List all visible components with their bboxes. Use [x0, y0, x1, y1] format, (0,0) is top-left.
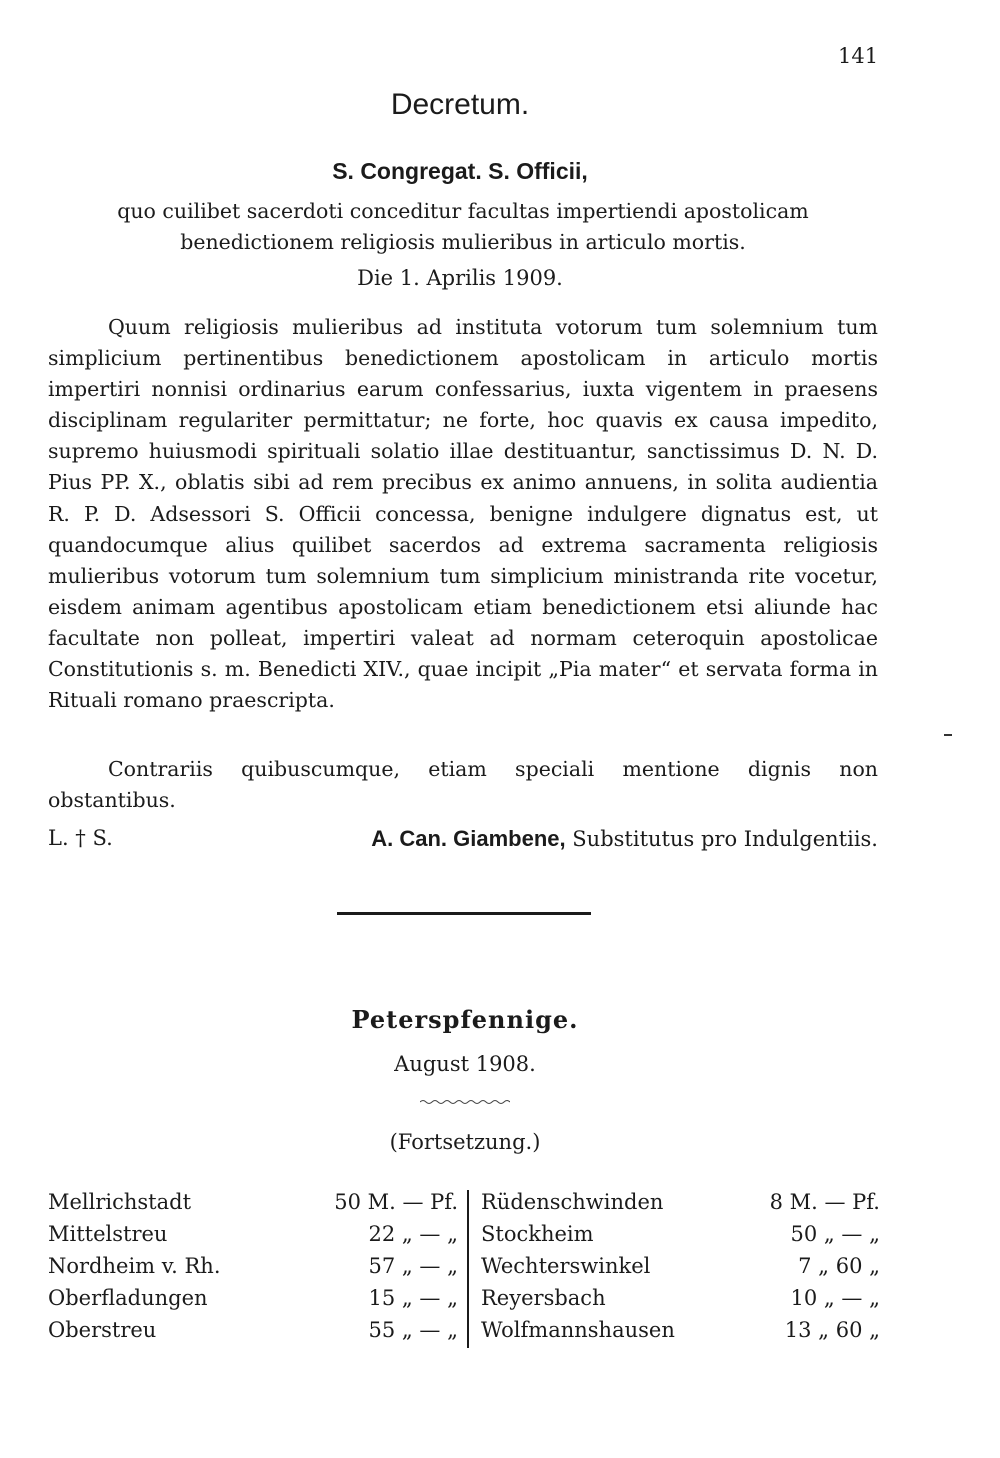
table-row	[48, 1218, 458, 1250]
decree-body: Quum religiosis mulieribus ad instituta votorum tum solemnium tum simplicium pertinentibus benedictionem apostolicam in articulo mortis impertiri nonnisi ordinarius earum confessarius, iuxta vigentem in praesens disciplinam regulariter permittatur; ne forte, hoc quavis ex causa impedito, supremo huiusmodi spirituali solatio illae destituantur, sanctissimus D. N. D. Pius PP. X., oblatis sibi ad rem precibus ex animo annuens, in solita audientia R. P. D. Adsessori S. Officii concessa, benigne indulgere dignatus est, ut quandocumque alius quilibet sacerdos ad extrema sacramenta religiosis mulieribus votorum tum solemnium tum simplicium ministranda rite vocetur, eisdem animam agentibus apostolicam etiam benedictionem etsi aliunde hac facultate non polleat, impertiri valeat ad normam ceteroquin apostolicae Constitutionis s. m. Benedicti XIV., quae incipit „Pia mater“ et servata forma in Rituali romano praescripta.	[48, 315, 878, 713]
donation-column-left	[48, 1186, 458, 1346]
table-row	[481, 1218, 880, 1250]
decree-closing: Contrariis quibuscumque, etiam speciali mentione dignis non obstantibus.	[48, 757, 878, 812]
amount: 15 „ — „	[368, 1286, 458, 1310]
margin-mark	[944, 734, 952, 736]
signature-block	[371, 826, 878, 852]
place-name: Stockheim	[481, 1222, 594, 1246]
decree-title: Decretum.	[390, 88, 530, 121]
donation-table	[48, 1186, 880, 1346]
amount: 50 „ — „	[790, 1222, 880, 1246]
amount: 57 „ — „	[368, 1254, 458, 1278]
table-row	[48, 1314, 458, 1346]
decree-description: quo cuilibet sacerdoti conceditur facultas impertiendi apostolicam benedictionem religiosis mulieribus in articulo mortis.	[117, 199, 809, 254]
amount: 10 „ — „	[790, 1286, 880, 1310]
section-divider-rule	[337, 912, 591, 915]
amount: 55 „ — „	[368, 1318, 458, 1342]
table-row	[48, 1186, 458, 1218]
table-row	[481, 1250, 880, 1282]
ornament-squiggle	[420, 1098, 510, 1106]
amount: 22 „ — „	[368, 1222, 458, 1246]
place-name: Reyersbach	[481, 1286, 606, 1310]
place-name: Mittelstreu	[48, 1222, 168, 1246]
place-name: Wechterswinkel	[481, 1254, 651, 1278]
signatory-name: A. Can. Giambene,	[371, 826, 566, 851]
place-name: Wolfmannshausen	[481, 1318, 675, 1342]
place-name: Rüdenschwinden	[481, 1190, 664, 1214]
seal-mark: L. † S.	[48, 826, 113, 850]
section-month: August 1908.	[394, 1052, 536, 1076]
amount: 8 M. — Pf.	[769, 1190, 880, 1214]
column-divider	[467, 1190, 469, 1348]
section-continuation: (Fortsetzung.)	[389, 1130, 541, 1154]
page-number: 141	[838, 44, 879, 68]
table-row	[481, 1282, 880, 1314]
place-name: Oberfladungen	[48, 1286, 208, 1310]
amount: 7 „ 60 „	[798, 1254, 880, 1278]
place-name: Nordheim v. Rh.	[48, 1254, 221, 1278]
donation-column-right	[481, 1186, 880, 1346]
signatory-role: Substitutus pro Indulgentiis.	[572, 827, 878, 851]
place-name: Mellrichstadt	[48, 1190, 192, 1214]
amount: 50 M. — Pf.	[334, 1190, 458, 1214]
table-row	[48, 1282, 458, 1314]
decree-date: Die 1. Aprilis 1909.	[357, 266, 563, 290]
amount: 13 „ 60 „	[784, 1318, 880, 1342]
section-title: Peterspfennige.	[351, 1005, 579, 1034]
place-name: Oberstreu	[48, 1318, 157, 1342]
table-row	[481, 1186, 880, 1218]
table-row	[48, 1250, 458, 1282]
decree-subtitle: S. Congregat. S. Officii,	[332, 158, 588, 184]
table-row	[481, 1314, 880, 1346]
